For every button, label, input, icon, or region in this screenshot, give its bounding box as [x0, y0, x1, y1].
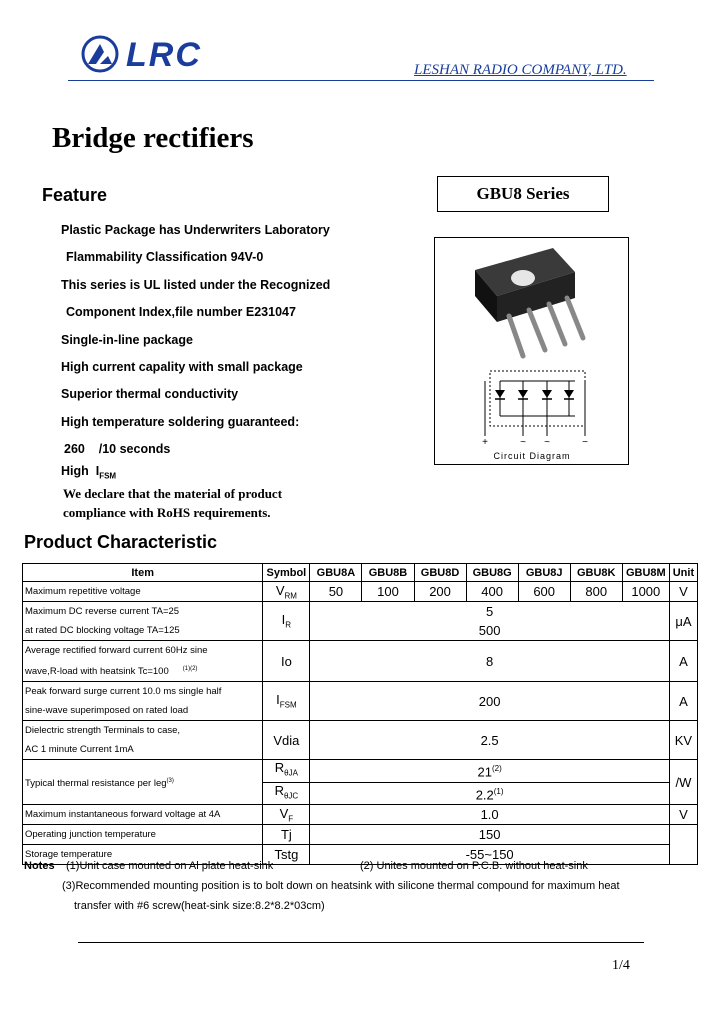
header-cell: GBU8G: [466, 564, 518, 582]
value-cell: 1.0: [310, 805, 669, 825]
unit-cell: A: [669, 641, 697, 682]
table-row-io: [23, 641, 698, 682]
characteristic-table: [22, 563, 698, 865]
pin-label: ~: [520, 437, 526, 448]
header-cell: GBU8A: [310, 564, 362, 582]
diagram-caption: Circuit Diagram: [493, 451, 571, 461]
feature-item-ifsm: High $I_{FSM}$: [61, 464, 117, 481]
table-row-vf: [23, 805, 698, 825]
header-cell: GBU8M: [622, 564, 669, 582]
header-cell: GBU8K: [570, 564, 622, 582]
item-cell: Typical thermal resistance per leg$^{(3)}$: [23, 760, 263, 805]
unit-cell: V: [669, 582, 697, 602]
table-row-vrrm: [23, 582, 698, 602]
note-1: (1)Unit case mounted on Al plate heat-sink: [66, 860, 274, 872]
value-cell: 200: [310, 682, 669, 721]
symbol-cell: $V_{RM}$: [263, 582, 310, 602]
pin-label: −: [582, 437, 588, 448]
product-characteristic-heading: Product Characteristic: [24, 532, 218, 552]
symbol-cell: Io: [263, 641, 310, 682]
unit-cell: KV: [669, 721, 697, 760]
feature-heading: Feature: [42, 185, 108, 205]
header-cell: Unit: [669, 564, 697, 582]
value-cell: 600: [518, 582, 570, 602]
item-cell: Storage temperature: [23, 845, 263, 865]
series-box: [437, 176, 609, 212]
table-row-rth: [23, 760, 698, 783]
symbol-cell: Tstg: [263, 845, 310, 865]
value-cell: -55~150: [310, 845, 669, 865]
notes-label: Notes: [24, 860, 55, 872]
note-2: (2) Unites mounted on P.C.B. without heat-sink: [360, 860, 588, 872]
feature-item: High temperature soldering guaranteed:: [61, 415, 300, 429]
feature-item: Single-in-line package: [61, 333, 193, 347]
item-cell: Average rectified forward current 60Hz sine wave,R-load with heatsink Tc=100 $^{(1)(2)}$: [23, 641, 263, 682]
unit-cell: V: [669, 805, 697, 825]
feature-item: Superior thermal conductivity: [61, 387, 239, 401]
header-cell: GBU8J: [518, 564, 570, 582]
symbol-cell: $V_F$: [263, 805, 310, 825]
item-cell: Maximum instantaneous forward voltage at 4A: [23, 805, 263, 825]
pin-label: +: [482, 437, 488, 448]
table-row-ifsm: [23, 682, 698, 721]
symbol-cell: Vdia: [263, 721, 310, 760]
header-cell: Item: [23, 564, 263, 582]
feature-item: High current capality with small package: [61, 360, 303, 374]
value-cell: 21$^{(2)}$: [310, 760, 669, 783]
unit-cell: [669, 825, 697, 865]
company-name: LESHAN RADIO COMPANY, LTD.: [414, 62, 627, 78]
series-label: GBU8 Series: [476, 184, 570, 203]
feature-item: Component Index,file number E231047: [66, 305, 296, 319]
table-header-row: [23, 564, 698, 582]
value-cell: 8: [310, 641, 669, 682]
product-image-box: [434, 237, 629, 465]
table-row-ir: [23, 602, 698, 641]
value-cell: 400: [466, 582, 518, 602]
item-cell: Peak forward surge current 10.0 ms single half sine-wave superimposed on rated load: [23, 682, 263, 721]
symbol-cell: $I_{FSM}$: [263, 682, 310, 721]
value-cell: 2.2$^{(1)}$: [310, 782, 669, 805]
symbol-cell: $R_{\theta JC}$: [263, 782, 310, 805]
unit-cell: A: [669, 682, 697, 721]
circuit-diagram: [485, 371, 585, 436]
value-cell: 800: [570, 582, 622, 602]
symbol-cell: $R_{\theta JA}$: [263, 760, 310, 783]
header-cell: GBU8B: [362, 564, 414, 582]
value-cell: 2.5: [310, 721, 669, 760]
gbu-package-image: [435, 238, 628, 464]
rohs-line: compliance with RoHS requirements.: [63, 505, 271, 520]
feature-item: Flammability Classification 94V-0: [66, 250, 264, 264]
item-cell: Dielectric strength Terminals to case, AC 1 minute Current 1mA: [23, 721, 263, 760]
feature-item: 260 /10 seconds: [64, 442, 171, 456]
lrc-logo-icon: [80, 34, 120, 74]
unit-cell: μA: [669, 602, 697, 641]
feature-item: Plastic Package has Underwriters Laboratory: [61, 223, 330, 237]
footer-rule: [78, 942, 644, 943]
value-cell: 150: [310, 825, 669, 845]
value-cell: 200: [414, 582, 466, 602]
header-cell: GBU8D: [414, 564, 466, 582]
table-row-tj: [23, 825, 698, 845]
note-3-cont: transfer with #6 screw(heat-sink size:8.2*8.2*03cm): [74, 900, 325, 912]
unit-cell: /W: [669, 760, 697, 805]
item-cell: Maximum DC reverse current TA=25 at rated DC blocking voltage TA=125: [23, 602, 263, 641]
rohs-line: We declare that the material of product: [63, 486, 283, 501]
symbol-cell: Tj: [263, 825, 310, 845]
value-cell: 50: [310, 582, 362, 602]
logo-text: LRC: [126, 36, 202, 74]
symbol-cell: $I_R$: [263, 602, 310, 641]
item-cell: Maximum repetitive voltage: [23, 582, 263, 602]
feature-item: This series is UL listed under the Recognized: [61, 278, 331, 292]
value-cell: 1000: [622, 582, 669, 602]
item-cell: Operating junction temperature: [23, 825, 263, 845]
page-number: 1/4: [612, 958, 630, 973]
value-cell: 100: [362, 582, 414, 602]
table-row-vdia: [23, 721, 698, 760]
pin-label: ~: [544, 437, 550, 448]
page-title: Bridge rectifiers: [52, 122, 254, 154]
note-3: (3)Recommended mounting position is to bolt down on heatsink with silicone thermal compound for maximum heat: [62, 880, 620, 892]
value-cell: 5 500: [310, 602, 669, 641]
header-cell: Symbol: [263, 564, 310, 582]
header-rule: [68, 80, 654, 81]
